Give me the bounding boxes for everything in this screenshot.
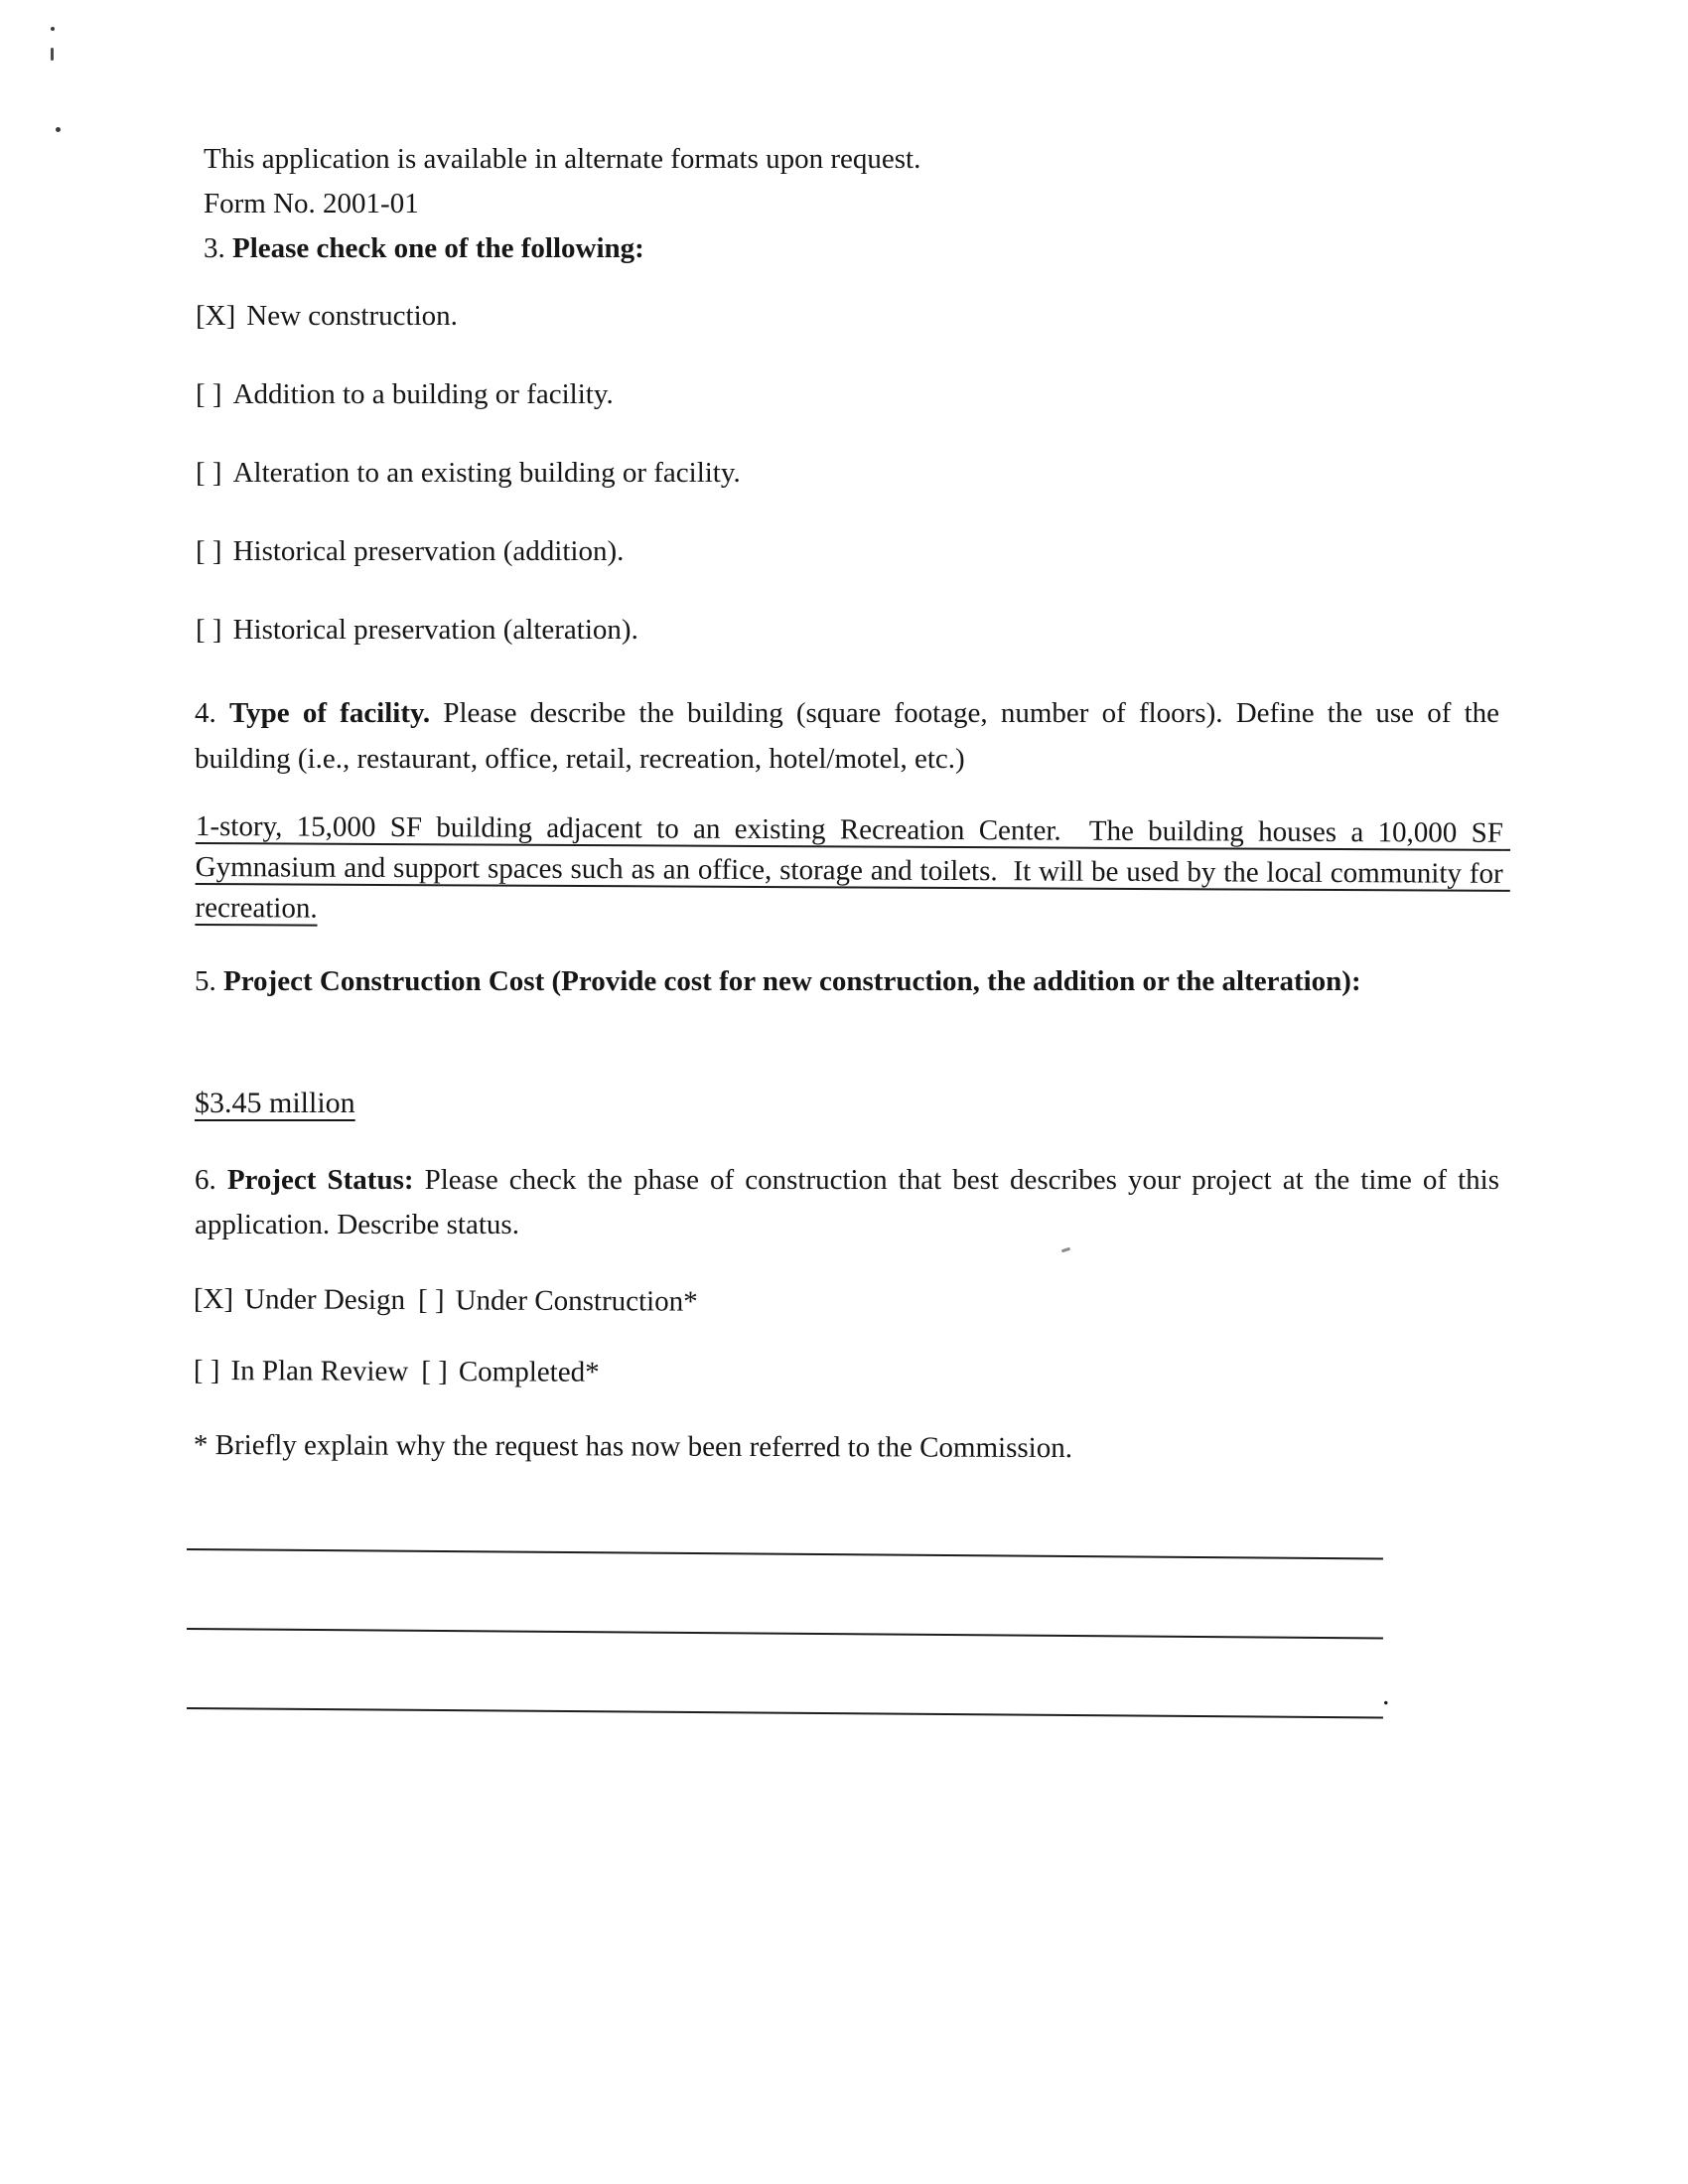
checkbox-label: Historical preservation (alteration). — [232, 614, 638, 646]
checkbox[interactable]: [ ] — [196, 457, 222, 489]
trailing-period: . — [1382, 1678, 1390, 1711]
checkbox-option-alteration — [196, 451, 741, 496]
section3-heading — [204, 226, 920, 271]
checkbox[interactable]: [ ] — [196, 378, 222, 410]
checkbox-label: New construction. — [246, 300, 458, 332]
checkbox[interactable]: [ ] — [196, 614, 222, 646]
blank-answer-line-2[interactable] — [187, 1628, 1383, 1639]
section5-number: 5. — [195, 965, 216, 997]
checkbox[interactable]: [X] — [193, 1282, 234, 1316]
alternate-formats-note: This application is available in alternate formats upon request. — [204, 143, 921, 175]
section4-heading — [195, 690, 1499, 782]
checkbox[interactable]: [X] — [196, 300, 236, 332]
section5-title: Project Construction Cost (Provide cost for new construction, the addition or the alteration): — [223, 965, 1361, 997]
section4-title: Type of facility. — [228, 697, 431, 729]
checkbox[interactable]: [ ] — [193, 1355, 220, 1387]
intro-block — [204, 137, 920, 271]
section3-title: Please check one of the following: — [232, 232, 644, 264]
checkbox-label: Historical preservation (addition). — [232, 535, 625, 567]
footnote-briefly-explain: * Briefly explain why the request has now been referred to the Commission. — [193, 1429, 1073, 1465]
checkbox-option-historical-addition — [196, 529, 741, 574]
checkbox-label: Alteration to an existing building or facility. — [232, 457, 741, 489]
checkbox-option-new-construction — [196, 294, 741, 339]
scan-artifact-speck — [1061, 1247, 1070, 1253]
section3-number: 3. — [204, 232, 225, 264]
section5-answer: $3.45 million — [195, 1087, 355, 1119]
checkbox-label: Under Construction* — [455, 1284, 698, 1318]
checkbox[interactable]: [ ] — [196, 535, 222, 567]
section5-heading — [195, 959, 1499, 1004]
status-row-design-construction — [194, 1277, 698, 1325]
scan-artifact-speck — [51, 48, 54, 61]
checkbox-option-addition — [196, 372, 741, 417]
checkbox[interactable]: [ ] — [417, 1284, 445, 1317]
blank-answer-line-1[interactable] — [187, 1548, 1383, 1559]
scan-artifact-speck — [51, 27, 55, 31]
section6-heading — [195, 1158, 1499, 1247]
section6-title: Project Status: — [226, 1164, 414, 1196]
section3-options — [196, 294, 741, 686]
blank-answer-line-3[interactable] — [187, 1707, 1383, 1718]
checkbox-label: Addition to a building or facility. — [232, 378, 614, 410]
status-row-review-completed — [194, 1349, 600, 1395]
section4-prompt: Please describe the building (square footage, number of floors). Define the use of the building (i.e., restaurant, office, retail, recreation, hotel/motel, etc.) — [195, 697, 1500, 775]
section6-number: 6. — [195, 1164, 216, 1196]
checkbox-label: Under Design — [244, 1283, 406, 1317]
section4-number: 4. — [195, 697, 216, 729]
form-number: Form No. 2001-01 — [204, 188, 419, 219]
checkbox-label: Completed* — [458, 1356, 600, 1388]
checkbox-label: In Plan Review — [230, 1355, 409, 1387]
checkbox[interactable]: [ ] — [421, 1356, 448, 1388]
scan-artifact-speck — [56, 127, 61, 132]
checkbox-option-historical-alteration — [196, 608, 741, 653]
section4-answer: 1-story, 15,000 SF building adjacent to an existing Recreation Center. The building houses a 10,000 SF Gymnasium and support spaces such as an office, storage and toilets. It will be used by the local community for recreation. — [195, 809, 1511, 925]
section6-prompt: Please check the phase of construction that best describes your project at the time of this application. Describe status. — [195, 1164, 1500, 1240]
